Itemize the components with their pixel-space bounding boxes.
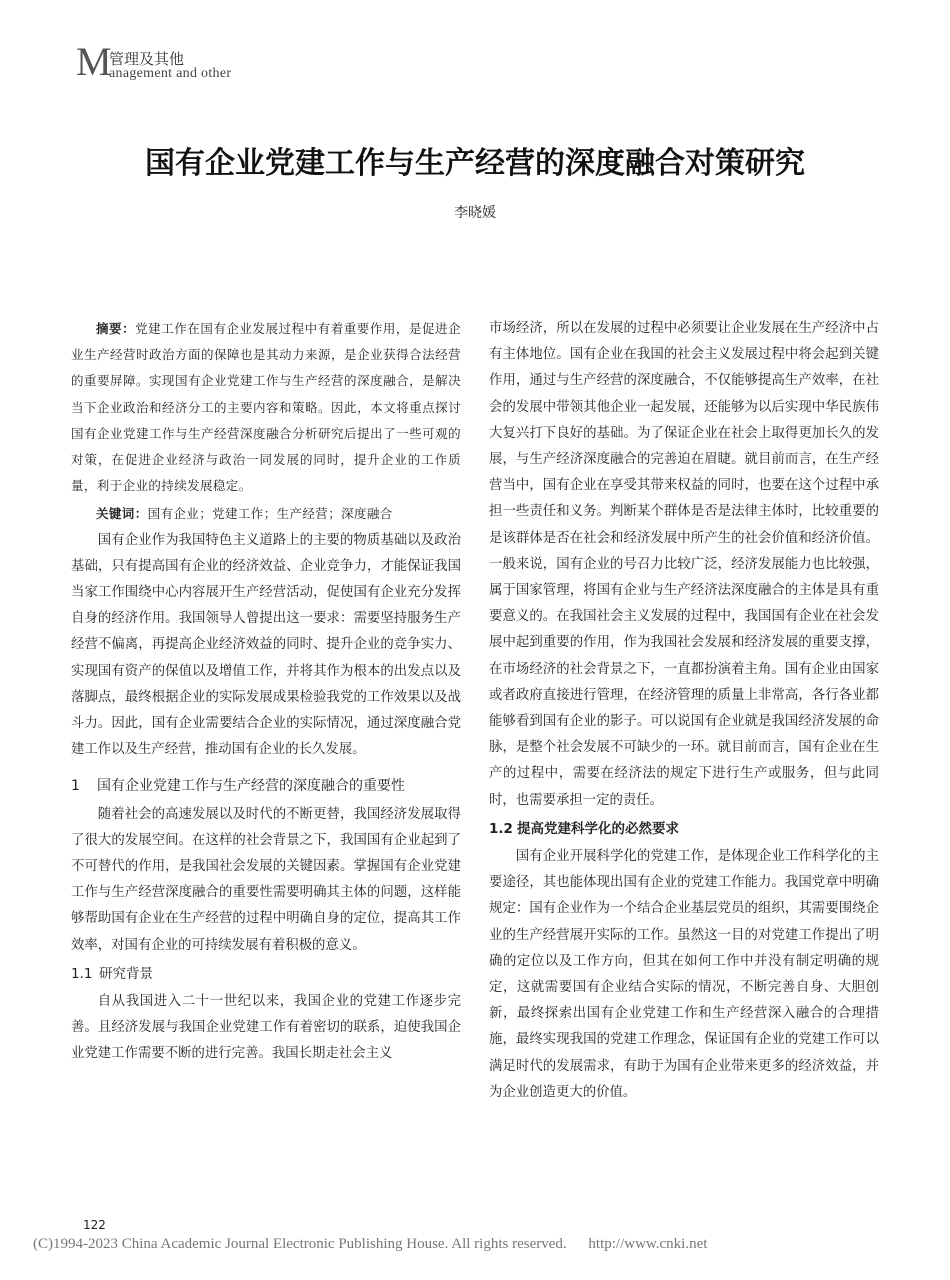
page-number: 122	[83, 1218, 106, 1232]
section-1-1-paragraph-part1: 自从我国进入二十一世纪以来，我国企业的党建工作逐步完善。且经济发展与我国企业党建工作有着密切的联系，迫使我国企业党建工作需要不断的进行完善。我国长期走社会主义	[71, 994, 461, 1062]
section-1-number: 1	[71, 778, 80, 795]
article-title: 国有企业党建工作与生产经营的深度融合对策研究	[145, 146, 805, 181]
keywords-label: 关键词：	[96, 506, 148, 522]
abstract	[71, 316, 461, 499]
article-author: 李晓媛	[454, 205, 496, 221]
section-1-1-title: 研究背景	[99, 965, 153, 982]
section-1-1-paragraph-part2: 市场经济，所以在发展的过程中必须要让企业发展在生产经济中占有主体地位。国有企业在我国的社会主义发展过程中将会起到关键作用，通过与生产经营的深度融合，不仅能够提高生产效率，在社会的发展中带领其他企业一起发展，还能够为以后实现中华民族伟大复兴打下良好的基础。为了保证企业在社会上取得更加长久的发展，与生产经济深度融合的完善迫在眉睫。就目前而言，在生产经营当中，国有企业在享受其带来权益的同时，也要在这个过程中承担一些责任和义务。判断某个群体是否是法律主体时，比较重要的是该群体是否在社会和经济发展中所产生的社会价值和经济价值。一般来说，国有企业的号召力比较广泛，经济发展能力也比较强，属于国家管理，将国有企业与生产经济法深度融合的主体是具有重要意义的。在我国社会主义发展的过程中，我国国有企业在社会发展中起到重要的作用，作为我国社会发展和经济发展的重要支撑，在市场经济的社会背景之下，一直都扮演着主角。国有企业由国家或者政府直接进行管理，在经济管理的质量上非常高，各行各业都能够看到国有企业的影子。可以说国有企业就是我国经济发展的命脉，是整个社会发展不可缺少的一环。就目前而言，国有企业在生产的过程中，需要在经济法的规定下进行生产或服务，但与此同时，也需要承担一定的责任。	[489, 321, 879, 808]
section-1-title: 国有企业党建工作与生产经营的深度融合的重要性	[97, 778, 405, 795]
header-section-english: anagement and other	[109, 66, 232, 81]
section-1-2-heading	[489, 816, 879, 842]
right-column	[489, 316, 879, 1106]
section-1-2-number: 1.2	[489, 820, 513, 837]
intro-paragraph: 国有企业作为我国特色主义道路上的主要的物质基础以及政治基础，只有提高国有企业的经济效益、企业竞争力，才能保证我国当家工作围绕中心内容展开生产经营活动，促使国有企业充分发挥自身的经济作用。我国领导人曾提出这一要求：需要坚持服务生产经营不偏离，再提高企业经济效益的同时、提升企业的竞争实力、实现国有资产的保值以及增值工作，并将其作为根本的出发点以及落脚点，最终根据企业的实际发展成果检验我党的工作效果以及战斗力。因此，国有企业需要结合企业的实际情况，通过深度融合党建工作以及生产经营，推动国有企业的长久发展。	[71, 532, 461, 758]
abstract-label: 摘要：	[96, 321, 136, 336]
header-logo-letter: M	[76, 39, 112, 84]
section-1-paragraph: 随着社会的高速发展以及时代的不断更替，我国经济发展取得了很大的发展空间。在这样的社会背景之下，我国国有企业起到了不可替代的作用，是我国社会发展的关键因素。掌握国有企业党建工作与生产经营深度融合的重要性需要明确其主体的问题，这样能够帮助国有企业在生产经营的过程中明确自身的定位，提高其工作效率，对国有企业的可持续发展有着积极的意义。	[71, 806, 461, 953]
section-1-1-number: 1.1	[71, 965, 93, 982]
keywords	[71, 501, 461, 527]
header-section-chinese: 管理及其他	[109, 50, 185, 68]
copyright-footer	[33, 1236, 933, 1253]
section-1-heading	[71, 773, 461, 799]
copyright-text: (C)1994-2023 China Academic Journal Electronic Publishing House. All rights reserved.	[33, 1236, 567, 1252]
section-1-1-heading	[71, 961, 461, 987]
left-column	[71, 316, 461, 1068]
abstract-text: 党建工作在国有企业发展过程中有着重要作用，是促进企业生产经营时政治方面的保障也是其动力来源，是企业获得合法经营的重要屏障。实现国有企业党建工作与生产经营的深度融合，是解决当下企业政治和经济分工的主要内容和策略。因此，本文将重点探讨国有企业党建工作与生产经营深度融合分析研究后提出了一些可观的对策，在促进企业经济与政治一同发展的同时，提升企业的工作质量，利于企业的持续发展稳定。	[71, 321, 461, 494]
section-1-2-title: 提高党建科学化的必然要求	[517, 820, 679, 837]
keywords-text: 国有企业；党建工作；生产经营；深度融合	[147, 506, 393, 522]
footer-url: http://www.cnki.net	[588, 1236, 708, 1252]
section-1-2-paragraph: 国有企业开展科学化的党建工作，是体现企业工作科学化的主要途径，其也能体现出国有企业的党建工作能力。我国党章中明确规定：国有企业作为一个结合企业基层党员的组织，其需要围绕企业的生产经营展开实际的工作。虽然这一目的对党建工作提出了明确的定位以及工作方向，但其在如何工作中并没有制定明确的规定，这就需要国有企业结合实际的情况，不断完善自身、大胆创新，最终探索出国有企业党建工作和生产经营深入融合的合理措施，最终实现我国的党建工作理念，保证国有企业的党建工作可以满足时代的发展需求，有助于为国有企业带来更多的经济效益，并为企业创造更大的价值。	[489, 849, 879, 1100]
